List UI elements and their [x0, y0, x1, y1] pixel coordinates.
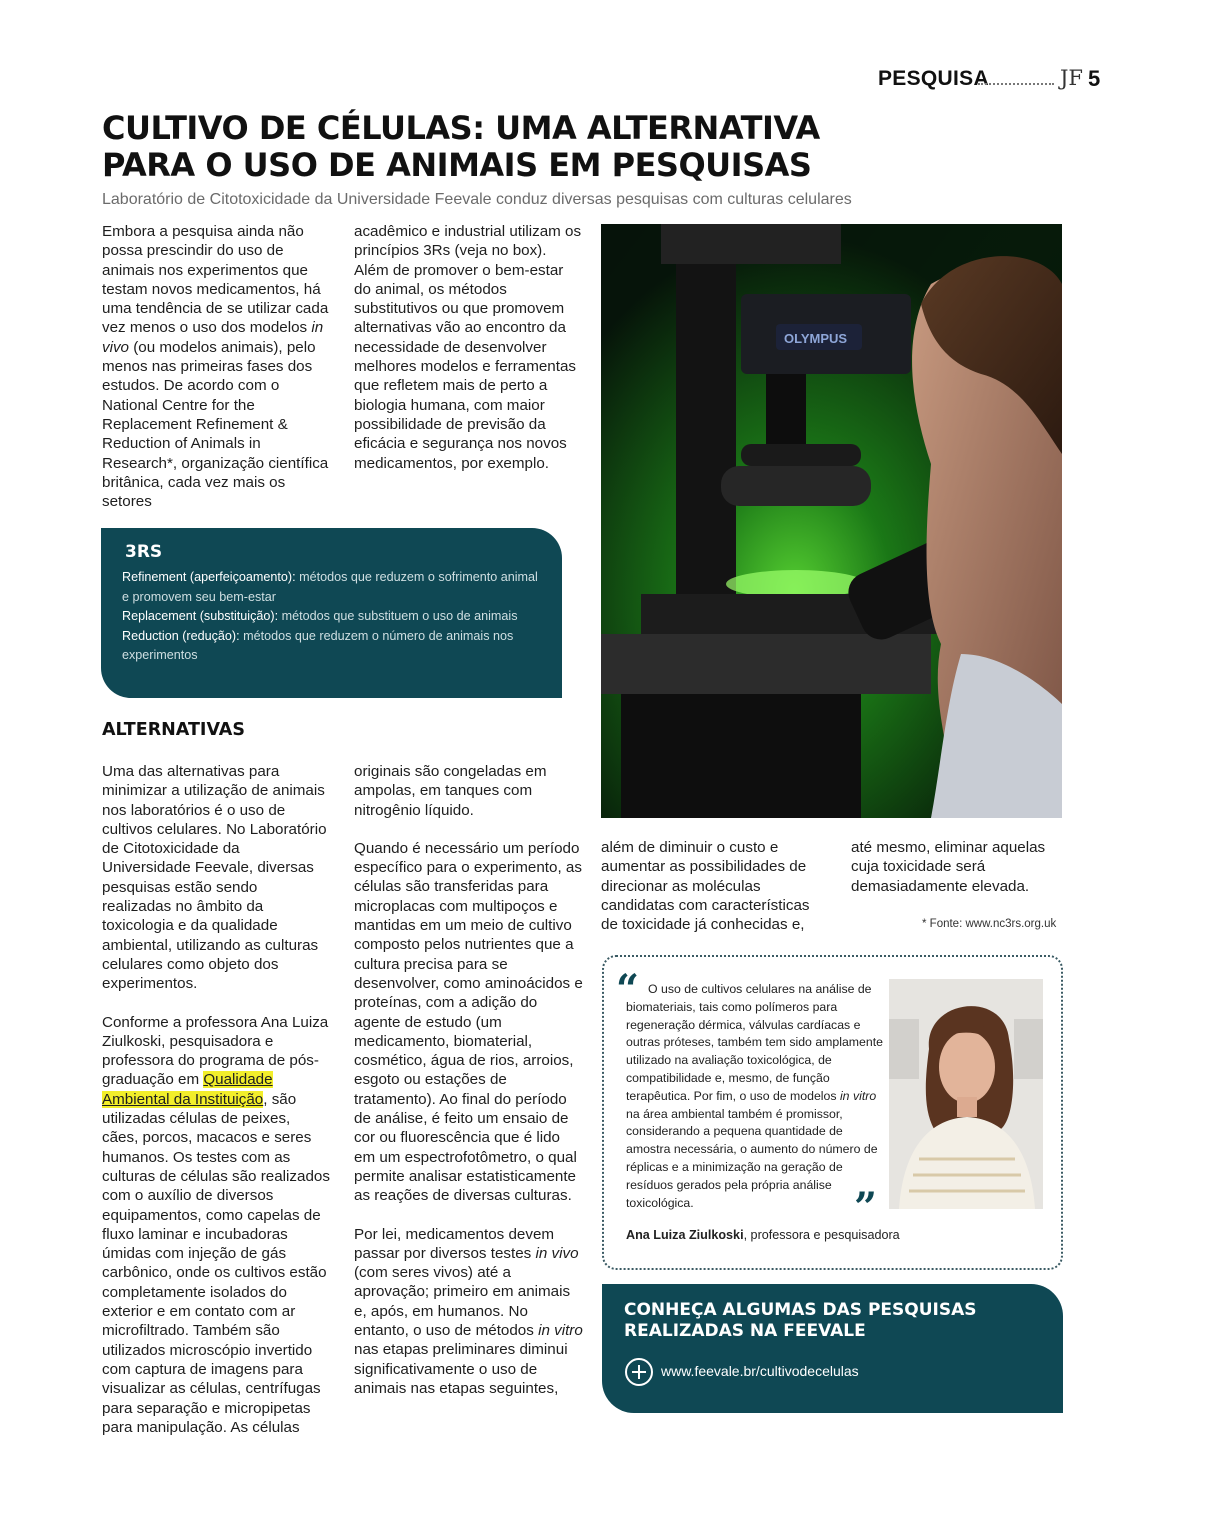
cta-link[interactable]: www.feevale.br/cultivodecelulas — [661, 1363, 859, 1379]
cta-title: CONHEÇA ALGUMAS DAS PESQUISAS REALIZADAS NA FEEVALE — [624, 1300, 977, 1341]
box-3rs-definition: métodos que reduzem o sofrimento animal e promovem seu bem-estar — [122, 570, 538, 604]
article-subtitle: Laboratório de Citotoxicidade da Universidade Feevale conduz diversas pesquisas com culturas celulares — [102, 191, 852, 208]
body-text: (com seres vivos) até a aprovação; primeiro em animais e, após, em humanos. No entanto, o uso de métodos — [354, 1264, 571, 1340]
section-heading-alternativas: ALTERNATIVAS — [102, 720, 245, 740]
body-column-2 — [354, 762, 584, 1398]
info-box-3rs — [101, 528, 562, 698]
body-italic: in vitro — [538, 1322, 583, 1340]
intro-italic: in vivo — [102, 319, 324, 356]
body-text: Conforme a professora Ana Luiza Ziulkoski, pesquisadora e professora do programa de pós-graduação em — [102, 1013, 329, 1089]
plus-circle-icon[interactable] — [625, 1358, 653, 1386]
intro-text-b: (ou modelos animais), pelo menos nas primeiras fases dos estudos. De acordo com o National Centre for the Replacement Refinement & Reduction of Animals in Research*, organização científica britânica, cada vez mais os setores — [102, 338, 329, 511]
intro-paragraph-2: acadêmico e industrial utilizam os princípios 3Rs (veja no box). Além de promover o bem-estar do animal, os métodos substitutivos ou que promovem alternativas vão ao encontro da necessidade de desenvolver melhores modelos e ferramentas que refletem mais de perto a biologia humana, com maior possibilidade de previsão da eficácia e segurança nos novos medicamentos, por exemplo. — [354, 223, 582, 472]
box-3rs-term: Replacement (substituição): — [122, 609, 279, 624]
quote-author-name: Ana Luiza Ziulkoski — [626, 1228, 744, 1242]
author-portrait — [889, 979, 1043, 1209]
intro-column-2 — [354, 222, 584, 473]
olympus-label: OLYMPUS — [784, 331, 848, 346]
box-3rs-item — [122, 627, 542, 666]
body-italic: in vivo — [535, 1244, 579, 1262]
quote-attribution — [626, 1228, 900, 1242]
body-paragraph: Quando é necessário um período específico para o experimento, as células são transferidas para microplacas com multipoços e mantidas em um meio de cultivo composto pelos nutrientes que a cultura precisa para se desenvolver, como aminoácidos e proteínas, com a adição do agente de estudo (um medicamento, biomaterial, cosmético, água de rios, arroios, esgoto ou estações de tratamento). Ao final do período de análise, é feito um ensaio de cor ou fluorescência que é lido em um espectrofotômetro, o qual permite analisar estatisticamente as reações de diversas culturas. — [354, 839, 583, 1205]
body-column-1 — [102, 762, 330, 1437]
body-column-4 — [851, 838, 1065, 896]
quote-italic: in vitro — [839, 1088, 877, 1103]
box-3rs-definition: métodos que substituem o uso de animais — [278, 609, 518, 624]
body-paragraph: originais são congeladas em ampolas, em tanques com nitrogênio líquido. — [354, 763, 547, 819]
body-text: , são utilizadas células de peixes, cães, porcos, macacos e seres humanos. Os testes com as culturas de células são realizados com o auxílio de diversos equipamentos, como capelas de fluxo laminar e incubadoras úmidas com injeção de gás carbônico, onde os cultivos estão completamente isolados do exterior e em contato com ar microfiltrado. Também são utilizados microscópio invertido com captura de imagens para visualizar as células, centrífugas para separação e micropipetas para manipulação. As células — [102, 1090, 330, 1436]
box-3rs-term: Refinement (aperfeiçoamento): — [122, 570, 296, 584]
quote-text — [626, 981, 890, 1212]
body-text: Por lei, medicamentos devem passar por diversos testes — [354, 1225, 555, 1262]
intro-text-a: Embora a pesquisa ainda não possa prescindir do uso de animais nos experimentos que testam novos medicamentos, há uma tendência de se utilizar cada vez menos o uso dos modelos — [102, 223, 329, 337]
body-column-3 — [601, 838, 825, 934]
body-paragraph: Uma das alternativas para minimizar a utilização de animais nos laboratórios é o uso de cultivos celulares. No Laboratório de Citotoxicidade da Universidade Feevale, diversas pesquisas estão sendo realizadas no âmbito da toxicologia e da qualidade ambiental, utilizando as culturas celulares como objeto dos experimentos. — [102, 763, 327, 993]
quote-text-b: na área ambiental também é promissor, considerando a pequena quantidade de amostra necessária, o aumento do número de réplicas e a minimização na geração de resíduos gerados pela própria análise toxicológica. — [626, 1106, 878, 1210]
article-title — [102, 110, 862, 184]
microscope-photo — [601, 224, 1062, 818]
quote-text-a: O uso de cultivos celulares na análise de biomateriais, tais como polímeros para regeneração dérmica, válvulas cardíacas e outras próteses, também tem sido amplamente utilizado na avaliação toxicológica, de compatibilidade e, mesmo, de função terapêutica. Por fim, o uso de modelos — [626, 982, 883, 1103]
program-link[interactable]: Qualidade Ambiental da Instituição — [102, 1071, 273, 1108]
box-3rs-item — [122, 607, 542, 627]
header-dotted-leader — [978, 83, 1054, 85]
quote-author-role: , professora e pesquisadora — [743, 1228, 900, 1242]
body-paragraph — [102, 1013, 330, 1438]
box-3rs-item — [122, 568, 542, 607]
intro-column-1 — [102, 222, 330, 511]
body-text: nas etapas preliminares diminui significativamente o uso de animais nas etapas seguintes, — [354, 1341, 568, 1397]
body-paragraph: além de diminuir o custo e aumentar as possibilidades de direcionar as moléculas candidatas com características de toxicidade já conhecidas e, — [601, 839, 810, 934]
page-number: 5 — [1088, 66, 1101, 91]
portrait-illustration — [889, 979, 1043, 1209]
body-paragraph: até mesmo, eliminar aquelas cuja toxicidade será demasiadamente elevada. — [851, 839, 1046, 895]
title-line-1: CULTIVO DE CÉLULAS: UMA ALTERNATIVA — [102, 109, 820, 147]
section-label: PESQUISA — [878, 67, 989, 90]
source-footnote: * Fonte: www.nc3rs.org.uk — [922, 918, 1057, 930]
close-quote-mark: ” — [854, 1184, 878, 1231]
title-line-2: PARA O USO DE ANIMAIS EM PESQUISAS — [102, 146, 812, 184]
box-3rs-list — [122, 568, 542, 666]
box-3rs-heading: 3RS — [125, 542, 163, 562]
quote-box — [602, 955, 1063, 1270]
box-3rs-term: Reduction (redução): — [122, 628, 240, 643]
box-3rs-definition: métodos que reduzem o número de animais nos experimentos — [122, 628, 514, 663]
cta-box — [602, 1284, 1063, 1413]
open-quote-mark: “ — [616, 966, 640, 1013]
body-paragraph — [354, 1225, 584, 1399]
intro-paragraph-1 — [102, 222, 330, 511]
magazine-logo: JF — [1060, 66, 1083, 90]
microscope-illustration — [601, 224, 1062, 818]
